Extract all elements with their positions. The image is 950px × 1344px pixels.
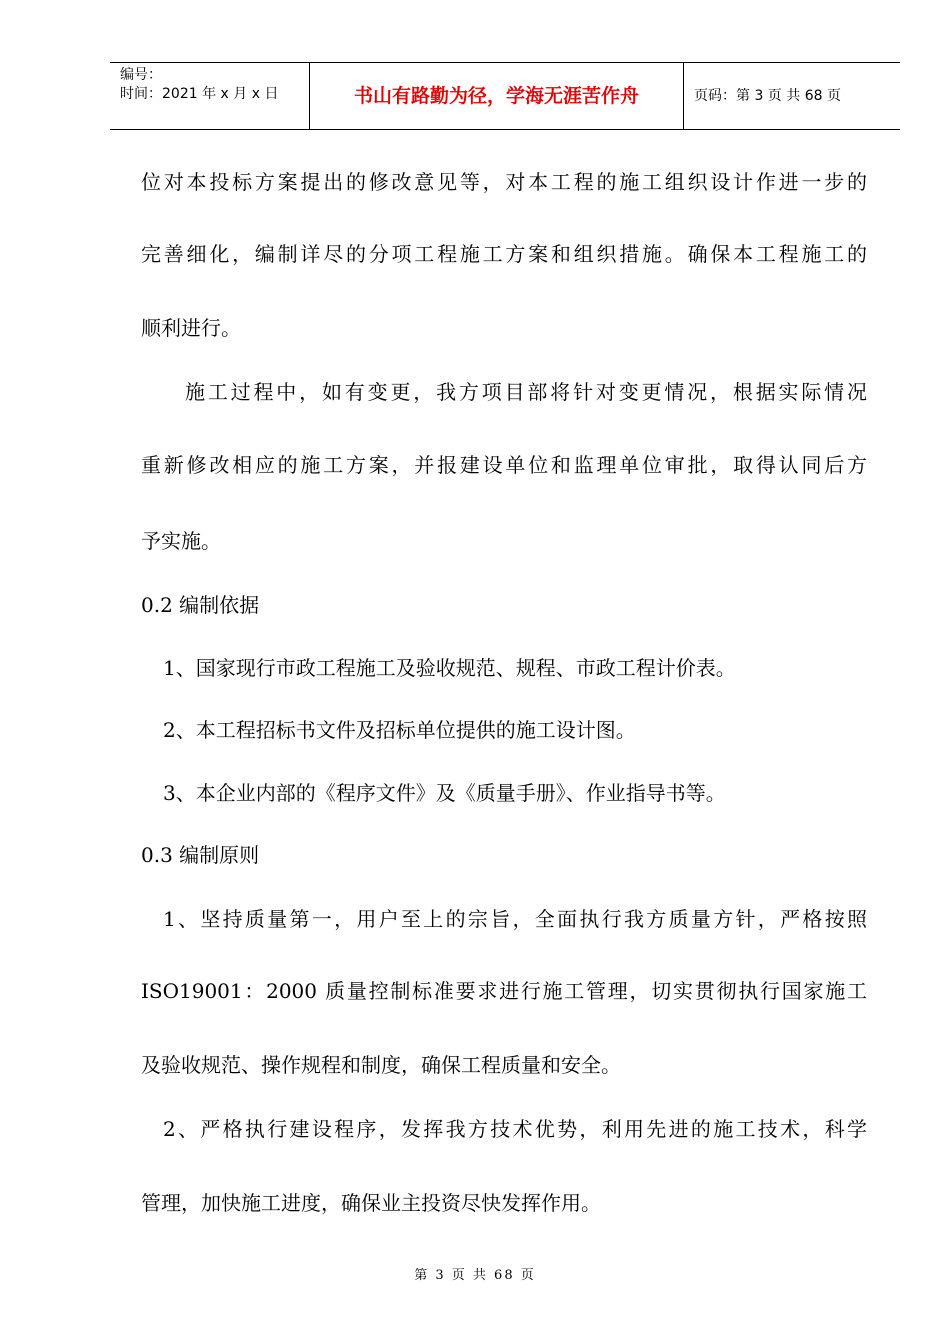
paragraph-line: 重新修改相应的施工方案，并报建设单位和监理单位审批，取得认同后方	[141, 453, 867, 477]
list-item: 2、本工程招标书文件及招标单位提供的施工设计图。	[163, 718, 636, 742]
header-meta	[110, 63, 310, 129]
paragraph-line: 及验收规范、操作规程和制度，确保工程质量和安全。	[141, 1053, 621, 1077]
paragraph-line: 位对本投标方案提出的修改意见等，对本工程的施工组织设计作进一步的	[141, 170, 867, 194]
list-item: 1、国家现行市政工程施工及验收规范、规程、市政工程计价表。	[163, 656, 736, 680]
list-item: 1、坚持质量第一，用户至上的宗旨，全面执行我方质量方针，严格按照	[163, 907, 867, 931]
section-heading: 0.3 编制原则	[141, 843, 260, 867]
paragraph-line: 顺利进行。	[141, 316, 241, 340]
doc-number-label: 编号：	[120, 67, 162, 83]
paragraph-line: 管理，加快施工进度，确保业主投资尽快发挥作用。	[141, 1191, 601, 1215]
paragraph-line: 予实施。	[141, 529, 221, 553]
paragraph-line: 施工过程中，如有变更，我方项目部将针对变更情况，根据实际情况	[185, 380, 867, 404]
list-item: 2、严格执行建设程序，发挥我方技术优势，利用先进的施工技术，科学	[163, 1117, 867, 1141]
page-header	[110, 62, 900, 130]
section-heading: 0.2 编制依据	[141, 593, 260, 617]
paragraph-line: 完善细化，编制详尽的分项工程施工方案和组织措施。确保本工程施工的	[141, 242, 867, 266]
list-item: 3、本企业内部的《程序文件》及《质量手册》、作业指导书等。	[163, 781, 726, 805]
paragraph-line: ISO19001：2000 质量控制标准要求进行施工管理，切实贯彻执行国家施工	[141, 979, 867, 1003]
doc-time-label: 时间：2021 年 x 月 x 日	[120, 86, 279, 102]
header-page-info: 页码：第 3 页 共 68 页	[694, 88, 841, 104]
header-slogan: 书山有路勤为径，学海无涯苦作舟	[310, 63, 684, 129]
page-footer: 第 3 页 共 68 页	[414, 1268, 536, 1283]
